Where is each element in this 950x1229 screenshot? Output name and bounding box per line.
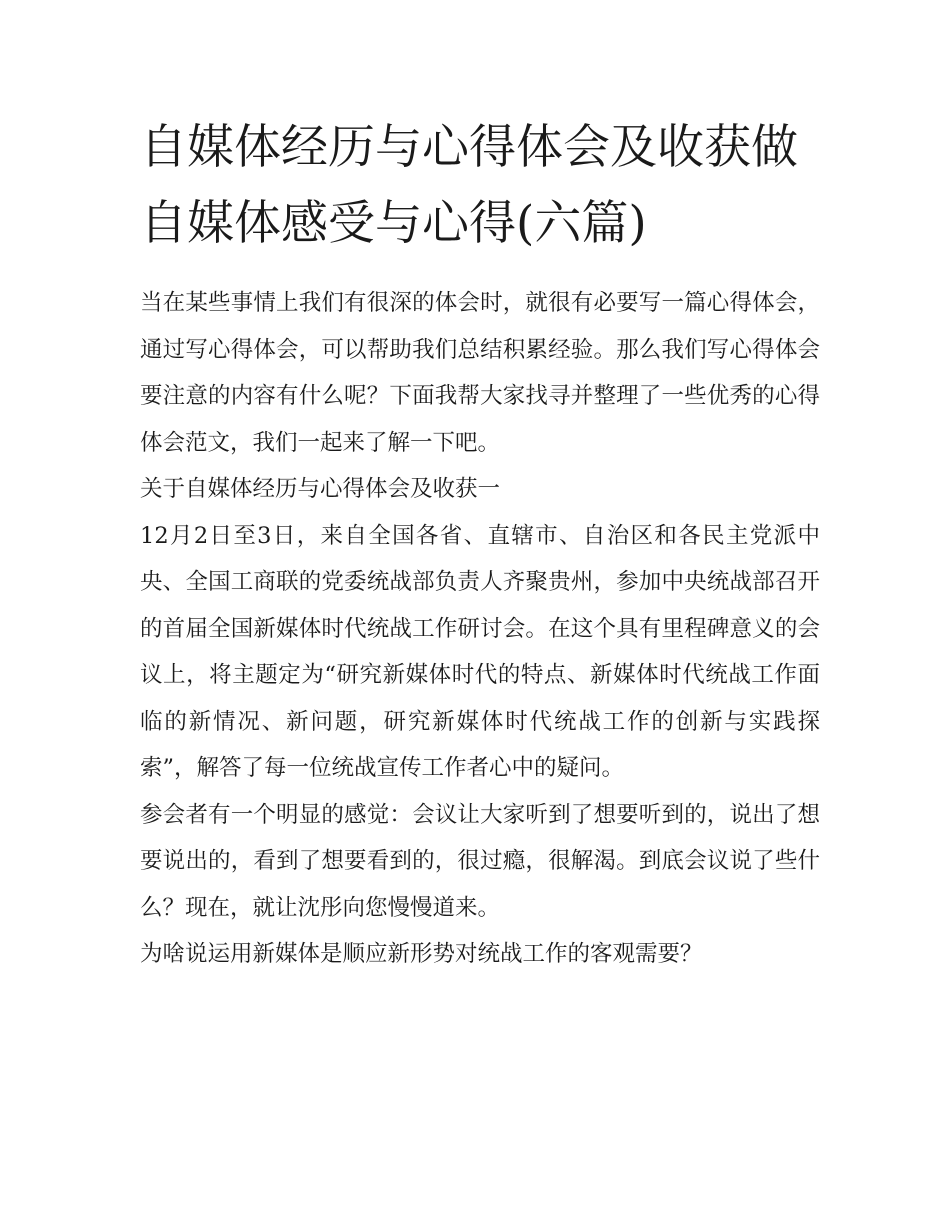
document-body <box>140 280 820 978</box>
section-heading: 关于自媒体经历与心得体会及收获一 <box>140 476 501 502</box>
body-paragraph: 12月2日至3日，来自全国各省、直辖市、自治区和各民主党派中央、全国工商联的党委统战部负责人齐聚贵州，参加中央统战部召开的首届全国新媒体时代统战工作研讨会。在这个具有里程碑意义的会议上，将主题定为“研究新媒体时代的特点、新媒体时代统战工作面临的新情况、新问题，研究新媒体时代统战工作的创新与实践探索”，解答了每一位统战宣传工作者心中的疑问。 <box>140 522 820 781</box>
intro-paragraph: 当在某些事情上我们有很深的体会时，就很有必要写一篇心得体会，通过写心得体会，可以帮助我们总结积累经验。那么我们写心得体会要注意的内容有什么呢？下面我帮大家找寻并整理了一些优秀的心得体会范文，我们一起来了解一下吧。 <box>140 290 820 456</box>
document-title: 自媒体经历与心得体会及收获做自媒体感受与心得(六篇) <box>140 120 798 251</box>
document-page <box>140 0 820 1229</box>
question-paragraph: 为啥说运用新媒体是顺应新形势对统战工作的客观需要？ <box>140 941 703 967</box>
body-paragraph: 参会者有一个明显的感觉：会议让大家听到了想要听到的，说出了想要说出的，看到了想要看到的，很过瘾，很解渴。到底会议说了些什么？现在，就让沈彤向您慢慢道来。 <box>140 801 820 921</box>
